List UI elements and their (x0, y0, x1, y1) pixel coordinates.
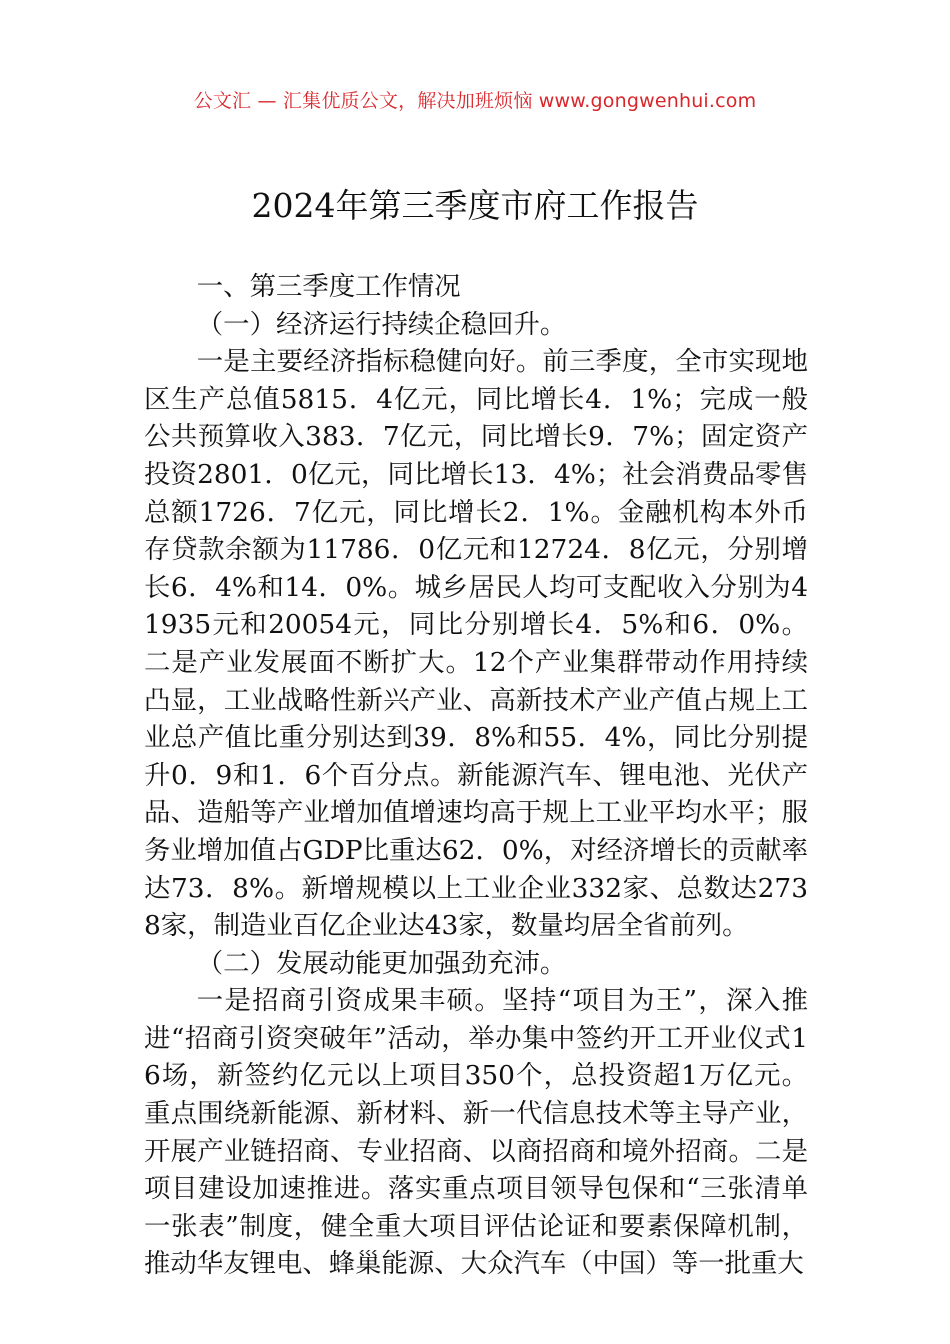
document-title: 2024年第三季度市府工作报告 (251, 186, 699, 225)
section-heading: 一、第三季度工作情况 (196, 271, 461, 302)
document-body (144, 268, 808, 1283)
body-paragraph: 一是招商引资成果丰硕。坚持“项目为王”，深入推进“招商引资突破年”活动，举办集中签约开工开业仪式16场，新签约亿元以上项目350个，总投资超1万亿元。重点围绕新能源、新材料、新一代信息技术等主导产业，开展产业链招商、专业招商、以商招商和境外招商。二是项目建设加速推进。落实重点项目领导包保和“三张清单一张表”制度，健全重大项目评估论证和要素保障机制，推动华友锂电、蜂巢能源、大众汽车（中国）等一批重大 (144, 985, 808, 1280)
header-banner: 公文汇 — 汇集优质公文，解决加班烦恼 www.gongwenhui.com (193, 90, 757, 112)
subsection-heading: （二）发展动能更加强劲充沛。 (196, 947, 567, 979)
body-paragraph: 一是主要经济指标稳健向好。前三季度，全市实现地区生产总值5815．4亿元，同比增长4．1%；完成一般公共预算收入383．7亿元，同比增长9．7%；固定资产投资2801．0亿元，同比增长13．4%；社会消费品零售总额1726．7亿元，同比增长2．1%。金融机构本外币存贷款余额为11786．0亿元和12724．8亿元，分别增长6．4%和14．0%。城乡居民人均可支配收入分别为41935元和20054元，同比分别增长4．5%和6．0%。二是产业发展面不断扩大。12个产业集群带动作用持续凸显，工业战略性新兴产业、高新技术产业产值占规上工业总产值比重分别达到39．8%和55．4%，同比分别提升0．9和1．6个百分点。新能源汽车、锂电池、光伏产品、造船等产业增加值增速均高于规上工业平均水平；服务业增加值占GDP比重达62．0%，对经济增长的贡献率达73．8%。新增规模以上工业企业332家、总数达2738家，制造业百亿企业达43家，数量均居全省前列。 (144, 346, 808, 942)
subsection-heading: （一）经济运行持续企稳回升。 (196, 308, 567, 340)
